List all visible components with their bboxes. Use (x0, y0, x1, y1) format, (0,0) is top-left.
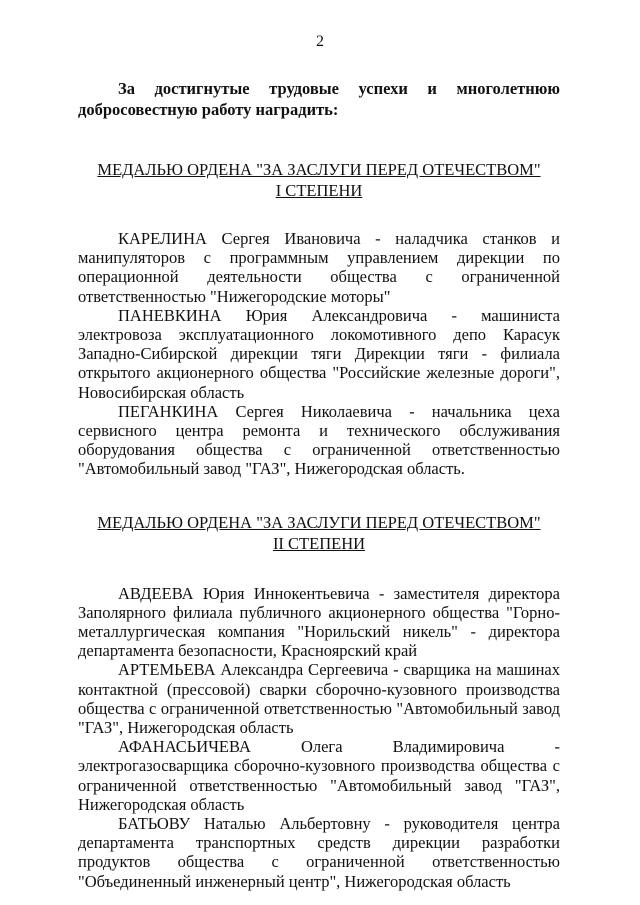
intro-line-2: добросовестную работу наградить: (78, 100, 339, 119)
intro-line-1: За достигнутые трудовые успехи и многолетнюю (118, 79, 560, 98)
page-number: 2 (316, 33, 324, 50)
person-entry: ПЕГАНКИНА Сергея Николаевича - начальника цеха сервисного центра ремонта и технического обслуживания оборудования общества с ограниченной ответственностью "Автомобильный завод "ГАЗ", Нижегородская область. (78, 401, 560, 479)
section-heading-1 (78, 159, 560, 201)
person-entry: АВДЕЕВА Юрия Иннокентьевича - заместителя директора Заполярного филиала публичного акционерного общества "Горно-металлургическая компания "Норильский никель" - директора департамента безопасности, Красноярский край (78, 583, 560, 661)
person-entry: ПАНЕВКИНА Юрия Александровича - машиниста электровоза эксплуатационного локомотивного депо Карасук Западно-Сибирской дирекции тяги Дирекции тяги - филиала открытого акционерного общества "Российские железные дороги", Новосибирская область (78, 305, 560, 402)
section-2-persons (78, 584, 560, 891)
person-entry: БАТЬОВУ Наталью Альбертовну - руководителя центра департамента транспортных средств дирекции разработки продуктов общества с ограниченной ответственностью "Объединенный инженерный центр", Нижегородская область (78, 814, 560, 891)
section-heading-1-line-1: МЕДАЛЬЮ ОРДЕНА "ЗА ЗАСЛУГИ ПЕРЕД ОТЕЧЕСТВОМ" (97, 160, 541, 179)
section-heading-2-line-1: МЕДАЛЬЮ ОРДЕНА "ЗА ЗАСЛУГИ ПЕРЕД ОТЕЧЕСТВОМ" (97, 512, 541, 532)
section-heading-2-line-2: II СТЕПЕНИ (272, 533, 366, 553)
document-body (78, 78, 560, 891)
intro-paragraph (78, 78, 560, 120)
person-entry: АРТЕМЬЕВА Александра Сергеевича - сварщика на машинах контактной (прессовой) сварки сборочно-кузовного производства общества с ограниченной ответственностью "Автомобильный завод "ГАЗ", Нижегородская область (78, 660, 560, 738)
section-1-persons (78, 229, 560, 479)
section-heading-2 (78, 512, 560, 554)
person-entry: КАРЕЛИНА Сергея Ивановича - наладчика станков и манипуляторов с программным управлением дирекции по операционной деятельности общества с ограниченной ответственностью "Нижегородские моторы" (78, 229, 560, 306)
person-entry: АФАНАСЬИЧЕВА Олега Владимировича - электрогазосварщика сборочно-кузовного производства общества с ограниченной ответственностью "Автомобильный завод "ГАЗ", Нижегородская область (78, 737, 560, 814)
section-heading-1-line-2: I СТЕПЕНИ (275, 181, 363, 200)
